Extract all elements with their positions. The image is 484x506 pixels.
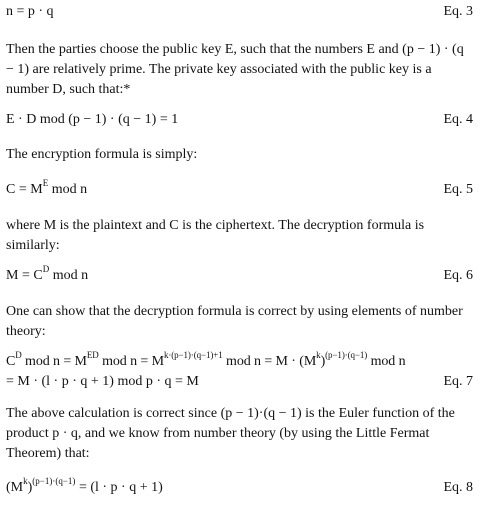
equation-3-expression: n = p · q [6,4,54,19]
equation-7-line-2-expression: = M · (l · p · q + 1) mod p · q = M [6,374,199,389]
equation-7-part-d-exponent-2: (p−1)·(q−1) [325,350,368,360]
equation-7-part-c: mod n = M [98,354,164,369]
equation-5-exponent: E [42,178,49,188]
equation-5-left: C = M [6,182,43,197]
equation-6-left: M = C [6,268,43,283]
paragraph-encryption-formula-text: The encryption formula is simply: [6,147,198,162]
equation-7-part-a-exponent: D [15,350,22,360]
equation-7-part-b: mod n = M [21,354,87,369]
equation-7-line-2 [6,372,473,392]
equation-7-part-e: mod n [367,354,406,369]
equation-8-label: Eq. 8 [443,480,473,495]
equation-5-expression [6,180,87,200]
equation-4 [6,110,473,130]
paragraph-decryption-formula [6,216,473,256]
paragraph-number-theory-text: One can show that the decryption formula is correct by using elements of number theory: [6,304,463,339]
equation-8-part-a-exponent: k [23,476,28,486]
equation-7-part-b-exponent: ED [86,350,99,360]
equation-7-part-c-exponent: k·(p−1)·(q−1)+1 [163,350,223,360]
equation-7-line-1-expression [6,352,405,372]
equation-6-label: Eq. 6 [443,268,473,283]
equation-7-line-1 [6,352,473,372]
equation-8-part-b: ) [27,480,33,495]
equation-7-label: Eq. 7 [443,374,473,389]
paragraph-public-key-text: Then the parties choose the public key E, such that the numbers E and (p − 1) · (q − 1) are relatively prime. The private key associated with the public key is a number D, such that:* [6,42,464,97]
equation-8-expression [6,478,163,498]
paragraph-euler-function-text: The above calculation is correct since (p − 1)·(q − 1) is the Euler function of the product p · q, and we know from number theory (by using the Little Fermat Theorem) that: [6,406,455,461]
equation-4-label: Eq. 4 [443,112,473,127]
equation-8 [6,478,473,498]
equation-6-exponent: D [42,264,50,274]
equation-5-right: mod n [48,182,88,197]
equation-6-expression [6,266,88,286]
equation-8-part-c: = (l · p · q + 1) [75,480,163,495]
equation-6 [6,266,473,286]
equation-3-label: Eq. 3 [443,4,473,19]
equation-7-part-a: C [6,354,16,369]
equation-7 [6,352,473,392]
equation-5 [6,180,473,200]
equation-7-part-d: mod n = M · (M [222,354,317,369]
equation-6-right: mod n [49,268,89,283]
equation-8-part-a: (M [6,480,24,495]
equation-5-label: Eq. 5 [443,182,473,197]
equation-7-part-d-exponent-1: k [316,350,321,360]
paragraph-decryption-formula-text: where M is the plaintext and C is the ciphertext. The decryption formula is similarly: [6,218,425,253]
equation-3 [6,2,473,22]
paragraph-encryption-formula [6,145,473,165]
equation-8-part-b-exponent: (p−1)·(q−1) [32,476,76,486]
paragraph-euler-function [6,404,473,464]
paragraph-number-theory [6,302,473,342]
equation-7-part-d-close: ) [320,354,326,369]
paragraph-public-key [6,40,473,100]
equation-4-expression: E · D mod (p − 1) · (q − 1) = 1 [6,112,179,127]
